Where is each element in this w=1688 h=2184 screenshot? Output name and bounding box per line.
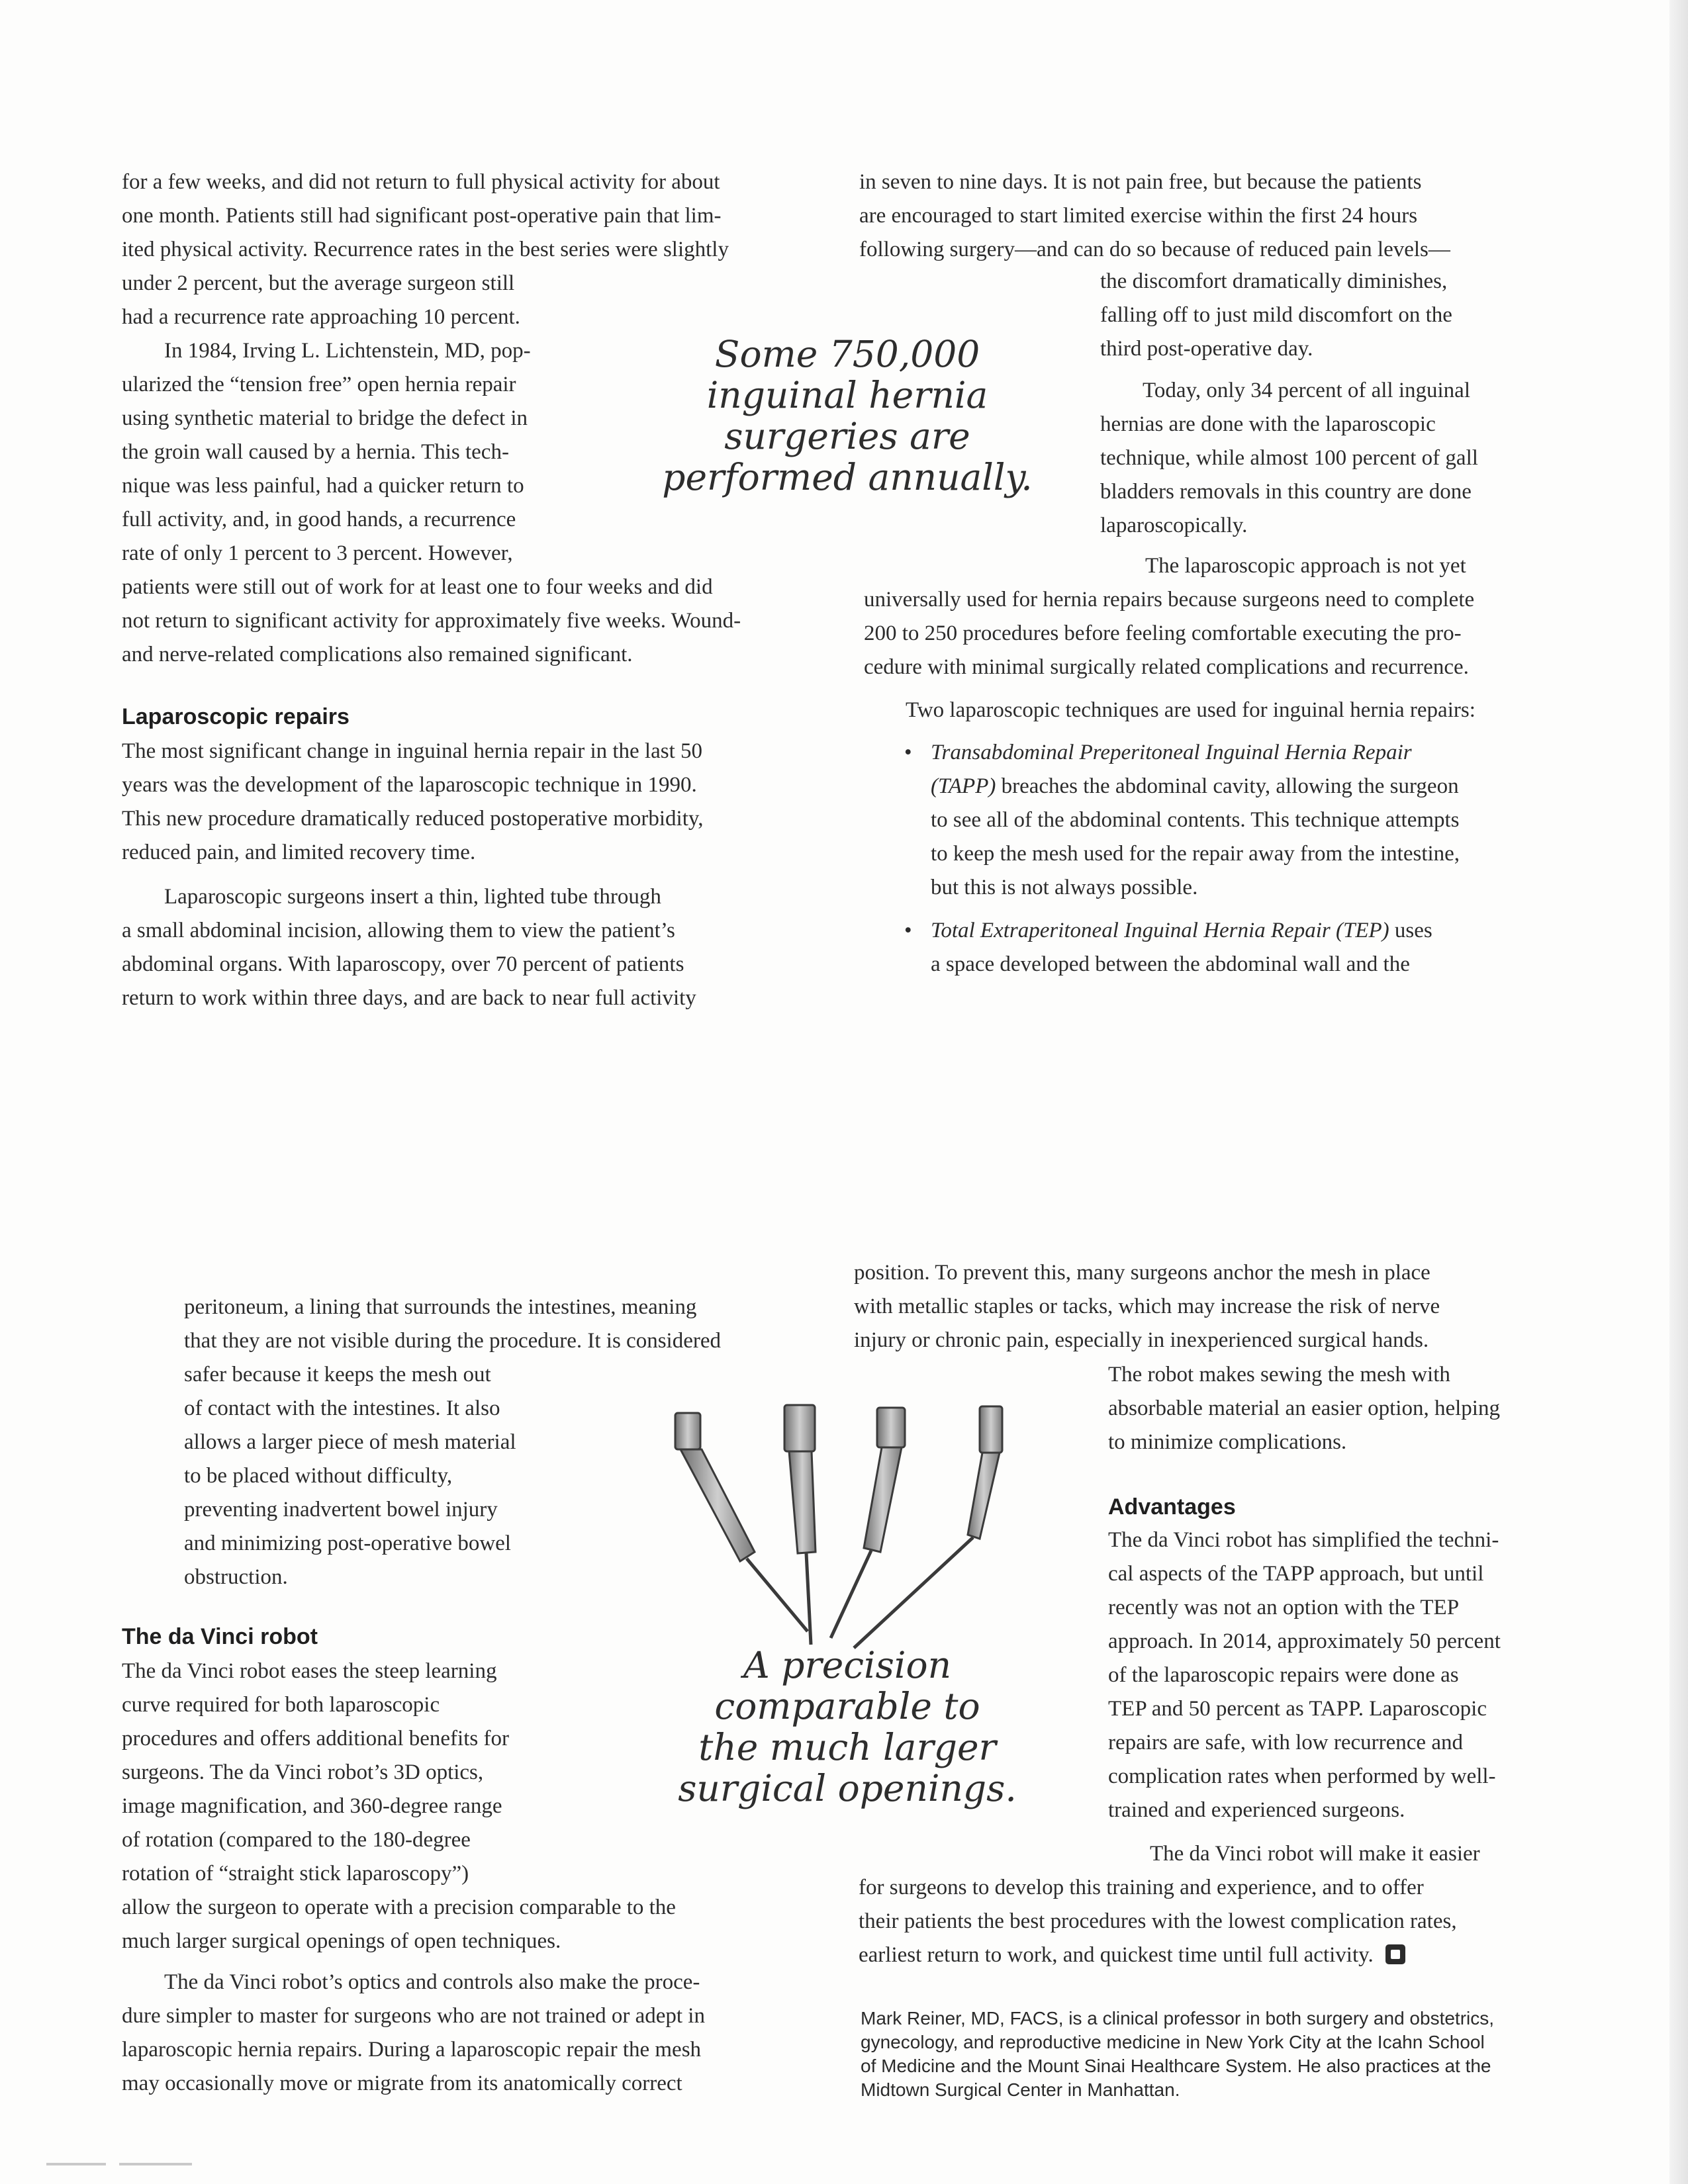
text-line: allows a larger piece of mesh material <box>184 1430 516 1454</box>
text-line: rate of only 1 percent to 3 percent. However, <box>122 541 513 565</box>
pull-quote-line: inguinal hernia <box>706 374 988 416</box>
text-line: had a recurrence rate approaching 10 percent. <box>122 305 520 329</box>
bullet-item-tep <box>903 914 1460 948</box>
text-line: in seven to nine days. It is not pain free, but because the patients <box>859 170 1422 194</box>
text-line: not return to significant activity for approximately five weeks. Wound- <box>122 609 741 633</box>
text-line: may occasionally move or migrate from its anatomically correct <box>122 2071 682 2095</box>
text-line: return to work within three days, and are back to near full activity <box>122 986 696 1010</box>
text-fragment: uses <box>1389 919 1432 942</box>
text-line: much larger surgical openings of open techniques. <box>122 1929 561 1953</box>
col2-bottom-paragraph-4 <box>859 1837 1480 1972</box>
text-line: a space developed between the abdominal wall and the <box>931 952 1410 976</box>
text-line: 200 to 250 procedures before feeling comfortable executing the pro- <box>864 621 1462 645</box>
heading-laparoscopic-repairs: Laparoscopic repairs <box>122 704 350 729</box>
col1-top-paragraph-4 <box>122 880 696 1015</box>
text-line: TEP and 50 percent as TAPP. Laparoscopic <box>1108 1697 1487 1721</box>
text-line: years was the development of the laparoscopic technique in 1990. <box>122 773 697 797</box>
technique-bullet-list <box>903 736 1460 981</box>
text-line: patients were still out of work for at least one to four weeks and did <box>122 575 713 599</box>
text-line: and nerve-related complications also remained significant. <box>122 643 633 666</box>
col2-bottom-paragraph-2 <box>1108 1358 1500 1459</box>
text-line <box>903 770 1460 803</box>
text-line: The da Vinci robot will make it easier <box>1150 1842 1480 1866</box>
text-line: falling off to just mild discomfort on the <box>1100 303 1452 327</box>
text-line: bladders removals in this country are done <box>1100 480 1472 504</box>
text-line: safer because it keeps the mesh out <box>184 1363 491 1387</box>
text-line: The robot makes sewing the mesh with <box>1108 1363 1450 1387</box>
bio-line: of Medicine and the Mount Sinai Healthcare System. He also practices at the <box>861 2056 1491 2076</box>
bio-line: gynecology, and reproductive medicine in New York City at the Icahn School <box>861 2032 1485 2052</box>
pull-quote-line: the much larger <box>698 1726 996 1768</box>
tapp-term: Transabdominal Preperitoneal Inguinal Hernia Repair <box>931 741 1412 764</box>
text-line: rotation of “straight stick laparoscopy”) <box>122 1862 469 1886</box>
text-line: for surgeons to develop this training and experience, and to offer <box>859 1876 1424 1899</box>
bullet-icon: • <box>904 919 912 942</box>
text-line: of contact with the intestines. It also <box>184 1396 500 1420</box>
text-line: ited physical activity. Recurrence rates in the best series were slightly <box>122 238 729 261</box>
text-line: to keep the mesh used for the repair away from the intestine, <box>931 842 1460 866</box>
heading-advantages: Advantages <box>1108 1494 1236 1520</box>
pull-quote-1 <box>635 334 1059 498</box>
text-line: full activity, and, in good hands, a recurrence <box>122 508 516 531</box>
bio-line: Mark Reiner, MD, FACS, is a clinical professor in both surgery and obstetrics, <box>861 2008 1495 2028</box>
text-line: their patients the best procedures with the lowest complication rates, <box>859 1909 1457 1933</box>
robotic-surgical-arms-illustration <box>662 1400 1039 1664</box>
text-line: that they are not visible during the procedure. It is considered <box>184 1329 721 1353</box>
page-edge-shadow <box>1669 0 1688 2184</box>
bullet-item-tapp <box>903 736 1460 770</box>
col2-top-paragraph-1-continued <box>1100 265 1452 366</box>
text-line: are encouraged to start limited exercise within the first 24 hours <box>859 204 1418 228</box>
pull-quote-line: surgical openings. <box>678 1767 1017 1809</box>
text-line: ularized the “tension free” open hernia repair <box>122 373 516 396</box>
text-line: universally used for hernia repairs because surgeons need to complete <box>864 588 1475 612</box>
col2-top-paragraph-3 <box>864 549 1474 684</box>
text-line: the groin wall caused by a hernia. This tech- <box>122 440 509 464</box>
text-line: under 2 percent, but the average surgeon still <box>122 271 515 295</box>
text-line: Today, only 34 percent of all inguinal <box>1143 379 1470 402</box>
text-line: repairs are safe, with low recurrence and <box>1108 1731 1463 1754</box>
bullet-icon: • <box>904 741 912 764</box>
text-line: abdominal organs. With laparoscopy, over 70 percent of patients <box>122 952 684 976</box>
text-line: of rotation (compared to the 180-degree <box>122 1828 471 1852</box>
text-line: hernias are done with the laparoscopic <box>1100 412 1436 436</box>
pull-quote-line: comparable to <box>714 1685 980 1727</box>
col1-bottom-paragraph-2 <box>122 1655 676 1958</box>
text-line: obstruction. <box>184 1565 288 1589</box>
text-line: reduced pain, and limited recovery time. <box>122 841 476 864</box>
text-line: of the laparoscopic repairs were done as <box>1108 1663 1459 1687</box>
text-line: using synthetic material to bridge the defect in <box>122 406 528 430</box>
pull-quote-line: performed annually. <box>662 456 1033 498</box>
text-line: to see all of the abdominal contents. This technique attempts <box>931 808 1460 832</box>
text-line: The da Vinci robot has simplified the techni- <box>1108 1528 1499 1552</box>
text-line: approach. In 2014, approximately 50 percent <box>1108 1629 1501 1653</box>
text-line: injury or chronic pain, especially in inexperienced surgical hands. <box>854 1328 1429 1352</box>
text-line: third post-operative day. <box>1100 337 1313 361</box>
text-line: to be placed without difficulty, <box>184 1464 453 1488</box>
tep-term: Total Extraperitoneal Inguinal Hernia Repair (TEP) <box>931 919 1389 942</box>
text-line: preventing inadvertent bowel injury <box>184 1498 498 1522</box>
author-bio <box>861 2007 1494 2102</box>
text-line: nique was less painful, had a quicker return to <box>122 474 524 498</box>
text-line: for a few weeks, and did not return to full physical activity for about <box>122 170 720 194</box>
text-line: laparoscopically. <box>1100 514 1248 537</box>
text-line: image magnification, and 360-degree range <box>122 1794 502 1818</box>
text-line: to minimize complications. <box>1108 1430 1347 1454</box>
col2-top-paragraph-4 <box>906 694 1476 727</box>
col2-bottom-paragraph-1 <box>854 1256 1440 1357</box>
text-line: This new procedure dramatically reduced postoperative morbidity, <box>122 807 704 831</box>
text-line: following surgery—and can do so because of reduced pain levels— <box>859 238 1450 261</box>
col1-top-paragraph-3 <box>122 735 703 870</box>
text-line: surgeons. The da Vinci robot’s 3D optics, <box>122 1760 484 1784</box>
text-line: and minimizing post-operative bowel <box>184 1531 511 1555</box>
pull-quote-line: A precision <box>743 1644 951 1686</box>
pull-quote-line: Some 750,000 <box>714 333 980 375</box>
robot-arm-3 <box>831 1408 905 1638</box>
text-fragment: earliest return to work, and quickest time until full activity. <box>859 1943 1374 1967</box>
scan-mark <box>46 2163 106 2165</box>
col2-top-paragraph-2 <box>1100 374 1478 543</box>
text-line: Two laparoscopic techniques are used for inguinal hernia repairs: <box>906 698 1476 722</box>
text-line: the discomfort dramatically diminishes, <box>1100 269 1448 293</box>
scan-mark <box>119 2163 192 2165</box>
text-line: Laparoscopic surgeons insert a thin, lighted tube through <box>164 885 661 909</box>
text-line: laparoscopic hernia repairs. During a laparoscopic repair the mesh <box>122 2038 702 2062</box>
pull-quote-2 <box>635 1645 1059 1809</box>
text-line: dure simpler to master for surgeons who are not trained or adept in <box>122 2004 705 2028</box>
col1-bottom-paragraph-3 <box>122 1966 705 2101</box>
text-line: allow the surgeon to operate with a precision comparable to the <box>122 1895 676 1919</box>
text-line: cal aspects of the TAPP approach, but until <box>1108 1562 1484 1586</box>
heading-da-vinci-robot: The da Vinci robot <box>122 1624 318 1649</box>
text-line: peritoneum, a lining that surrounds the intestines, meaning <box>184 1295 697 1319</box>
text-line: procedures and offers additional benefits for <box>122 1727 509 1751</box>
text-line: recently was not an option with the TEP <box>1108 1596 1460 1619</box>
text-line: cedure with minimal surgically related complications and recurrence. <box>864 655 1469 679</box>
text-line: curve required for both laparoscopic <box>122 1693 440 1717</box>
text-line: with metallic staples or tacks, which may increase the risk of nerve <box>854 1295 1440 1318</box>
tapp-abbr: (TAPP) <box>931 774 996 798</box>
text-line: complication rates when performed by well- <box>1108 1764 1496 1788</box>
text-line: position. To prevent this, many surgeons anchor the mesh in place <box>854 1261 1430 1285</box>
text-line: a small abdominal incision, allowing them to view the patient’s <box>122 919 675 942</box>
text-line: technique, while almost 100 percent of gall <box>1100 446 1478 470</box>
col1-top-paragraph-1 <box>122 165 729 334</box>
text-line: The da Vinci robot eases the steep learning <box>122 1659 497 1683</box>
text-fragment: breaches the abdominal cavity, allowing the surgeon <box>996 774 1459 798</box>
text-line: In 1984, Irving L. Lichtenstein, MD, pop- <box>164 339 531 363</box>
pull-quote-line: surgeries are <box>724 415 970 457</box>
text-line: but this is not always possible. <box>931 876 1198 899</box>
text-line <box>859 1938 1480 1972</box>
end-of-article-icon <box>1385 1944 1405 1964</box>
text-line: The da Vinci robot’s optics and controls also make the proce- <box>164 1970 700 1994</box>
text-line: The most significant change in inguinal hernia repair in the last 50 <box>122 739 702 763</box>
bio-line: Midtown Surgical Center in Manhattan. <box>861 2079 1180 2100</box>
text-line: absorbable material an easier option, helping <box>1108 1396 1500 1420</box>
text-line: one month. Patients still had significant post-operative pain that lim- <box>122 204 722 228</box>
col2-top-paragraph-1 <box>859 165 1450 267</box>
text-line: The laparoscopic approach is not yet <box>1145 554 1466 578</box>
col2-bottom-paragraph-3 <box>1108 1524 1501 1827</box>
text-line: trained and experienced surgeons. <box>1108 1798 1405 1822</box>
col1-bottom-paragraph-1 <box>184 1291 721 1594</box>
